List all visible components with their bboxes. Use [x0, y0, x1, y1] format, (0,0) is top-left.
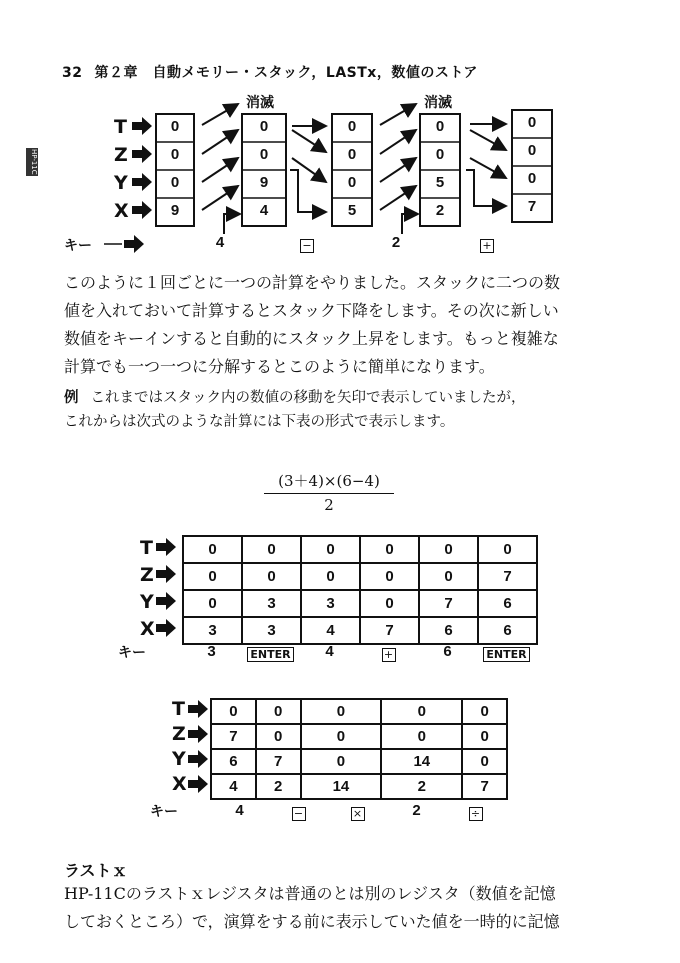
- reg-label-y: Y: [114, 172, 128, 194]
- table-cell: 6: [478, 590, 537, 617]
- table-cell: 0: [360, 563, 419, 590]
- reg-label-z: Z: [140, 564, 154, 586]
- minus-key-icon: −: [292, 807, 306, 821]
- table2-key: 4: [235, 802, 244, 819]
- section-body: [64, 880, 620, 936]
- diag-cell: 9: [170, 202, 180, 219]
- table-cell: 0: [419, 536, 478, 563]
- discard-label-1: 消滅: [246, 95, 274, 111]
- divide-key-icon: ÷: [469, 807, 483, 821]
- formula: [264, 470, 394, 514]
- table-cell: 4: [301, 617, 360, 644]
- example-block: [64, 386, 620, 434]
- diag-cell: 0: [347, 146, 357, 163]
- table-cell: 0: [301, 699, 382, 724]
- table-cell: 0: [301, 536, 360, 563]
- diag-cell: 5: [347, 202, 357, 219]
- table-cell: 0: [211, 699, 256, 724]
- diag-cell: 0: [527, 170, 537, 187]
- table-cell: 3: [301, 590, 360, 617]
- table-cell: 0: [360, 536, 419, 563]
- enter-key-icon: ENTER: [483, 647, 529, 662]
- table-cell: 0: [301, 724, 382, 749]
- diag-cell: 0: [347, 174, 357, 191]
- chapter-title: 第２章 自動メモリー・スタック，LASTx，数値のストア: [94, 65, 478, 81]
- table-cell: 0: [183, 590, 242, 617]
- table-cell: 2: [256, 774, 301, 799]
- diag-cell: 9: [259, 174, 269, 191]
- minus-key-icon: −: [300, 239, 314, 253]
- discard-label-2: 消滅: [424, 95, 452, 111]
- table-cell: 0: [462, 749, 507, 774]
- table-cell: 7: [462, 774, 507, 799]
- table-cell: 0: [242, 536, 301, 563]
- table2-register-labels: [172, 697, 187, 797]
- table-cell: 3: [242, 617, 301, 644]
- table-cell: 0: [381, 724, 462, 749]
- table-cell: 0: [360, 590, 419, 617]
- table-cell: 14: [301, 774, 382, 799]
- diag-cell: 2: [435, 202, 445, 219]
- paragraph-line: しておくところ）で，演算をする前に表示していた値を一時的に記憶: [64, 912, 560, 931]
- table-cell: 7: [419, 590, 478, 617]
- page-number: 32: [62, 65, 83, 81]
- table2-arrows: [186, 700, 212, 804]
- table-cell: 6: [419, 617, 478, 644]
- diag-cell: 0: [347, 118, 357, 135]
- paragraph-line: 計算でも一つ一つに分解するとこのように簡単になります。: [64, 357, 495, 376]
- reg-label-t: T: [114, 116, 127, 138]
- reg-label-x: X: [114, 200, 129, 222]
- table1-register-labels: [140, 535, 155, 643]
- table-cell: 14: [381, 749, 462, 774]
- stack-table-2: [210, 698, 508, 800]
- multiply-key-icon: ×: [351, 807, 365, 821]
- enter-key-icon: ENTER: [247, 647, 293, 662]
- table-cell: 0: [419, 563, 478, 590]
- table-cell: 0: [183, 536, 242, 563]
- table-cell: 0: [462, 724, 507, 749]
- table-cell: 0: [381, 699, 462, 724]
- table-cell: 0: [183, 563, 242, 590]
- diag-cell: 5: [435, 174, 445, 191]
- table-cell: 0: [256, 724, 301, 749]
- diag-key: 2: [391, 234, 401, 251]
- table-cell: 0: [256, 699, 301, 724]
- table1-key: 3: [207, 643, 216, 660]
- diag-cell: 0: [435, 146, 445, 163]
- plus-key-icon: +: [480, 239, 494, 253]
- example-label: 例: [64, 389, 79, 406]
- formula-numerator: (3＋4)×(6−4): [278, 472, 380, 490]
- diag-cell: 0: [527, 142, 537, 159]
- diag-cell: 0: [527, 114, 537, 131]
- key-row-label: キー: [118, 645, 146, 661]
- diag-cell: 7: [527, 198, 537, 215]
- diag-cell: 0: [170, 174, 180, 191]
- table-cell: 4: [211, 774, 256, 799]
- table-cell: 0: [462, 699, 507, 724]
- reg-label-t: T: [140, 537, 153, 559]
- side-tab: HP-11C: [26, 148, 38, 176]
- table-cell: 3: [183, 617, 242, 644]
- diag-cell: 0: [435, 118, 445, 135]
- paragraph-line: このように１回ごとに一つの計算をやりました。スタックに二つの数: [64, 273, 561, 292]
- table-cell: 7: [256, 749, 301, 774]
- reg-label-z: Z: [172, 723, 186, 745]
- paragraph-line: 数値をキーインすると自動的にスタック上昇をします。もっと複雑な: [64, 329, 559, 348]
- table-cell: 6: [478, 617, 537, 644]
- stack-table-1: [182, 535, 538, 645]
- table-cell: 0: [242, 563, 301, 590]
- table-cell: 3: [242, 590, 301, 617]
- table-cell: 7: [211, 724, 256, 749]
- reg-label-x: X: [172, 773, 187, 795]
- page-header: [62, 62, 478, 82]
- table-cell: 0: [478, 536, 537, 563]
- paragraph-line: 値を入れておいて計算するとスタック下降をします。その次に新しい: [64, 301, 559, 320]
- reg-label-x: X: [140, 618, 155, 640]
- paragraph-1: [64, 269, 620, 381]
- table-cell: 7: [478, 563, 537, 590]
- diag-cell: 4: [259, 202, 269, 219]
- table-cell: 2: [381, 774, 462, 799]
- table-cell: 0: [301, 749, 382, 774]
- reg-label-t: T: [172, 698, 185, 720]
- diag-key: 4: [215, 234, 225, 251]
- table-cell: 0: [301, 563, 360, 590]
- key-row-label: キー: [150, 804, 178, 820]
- key-row-label: キー: [64, 238, 92, 254]
- table1-key: 6: [443, 643, 452, 660]
- reg-label-y: Y: [172, 748, 186, 770]
- table-cell: 6: [211, 749, 256, 774]
- diag-cell: 0: [259, 118, 269, 135]
- plus-key-icon: +: [382, 648, 396, 662]
- diag-cell: 0: [170, 118, 180, 135]
- diag-cell: 0: [259, 146, 269, 163]
- paragraph-line: HP-11Cのラストｘレジスタは普通のとは別のレジスタ（数値を記憶: [64, 884, 556, 903]
- formula-denominator: 2: [264, 493, 394, 514]
- example-line: これまではスタック内の数値の移動を矢印で表示していましたが，: [90, 390, 526, 406]
- diag-cell: 0: [170, 146, 180, 163]
- example-line: これからは次式のような計算には下表の形式で表示します。: [64, 414, 455, 430]
- section-title: ラストｘ: [64, 861, 128, 880]
- table-cell: 7: [360, 617, 419, 644]
- table2-key: 2: [412, 802, 421, 819]
- reg-label-y: Y: [140, 591, 154, 613]
- reg-label-z: Z: [114, 144, 128, 166]
- table1-key: 4: [325, 643, 334, 660]
